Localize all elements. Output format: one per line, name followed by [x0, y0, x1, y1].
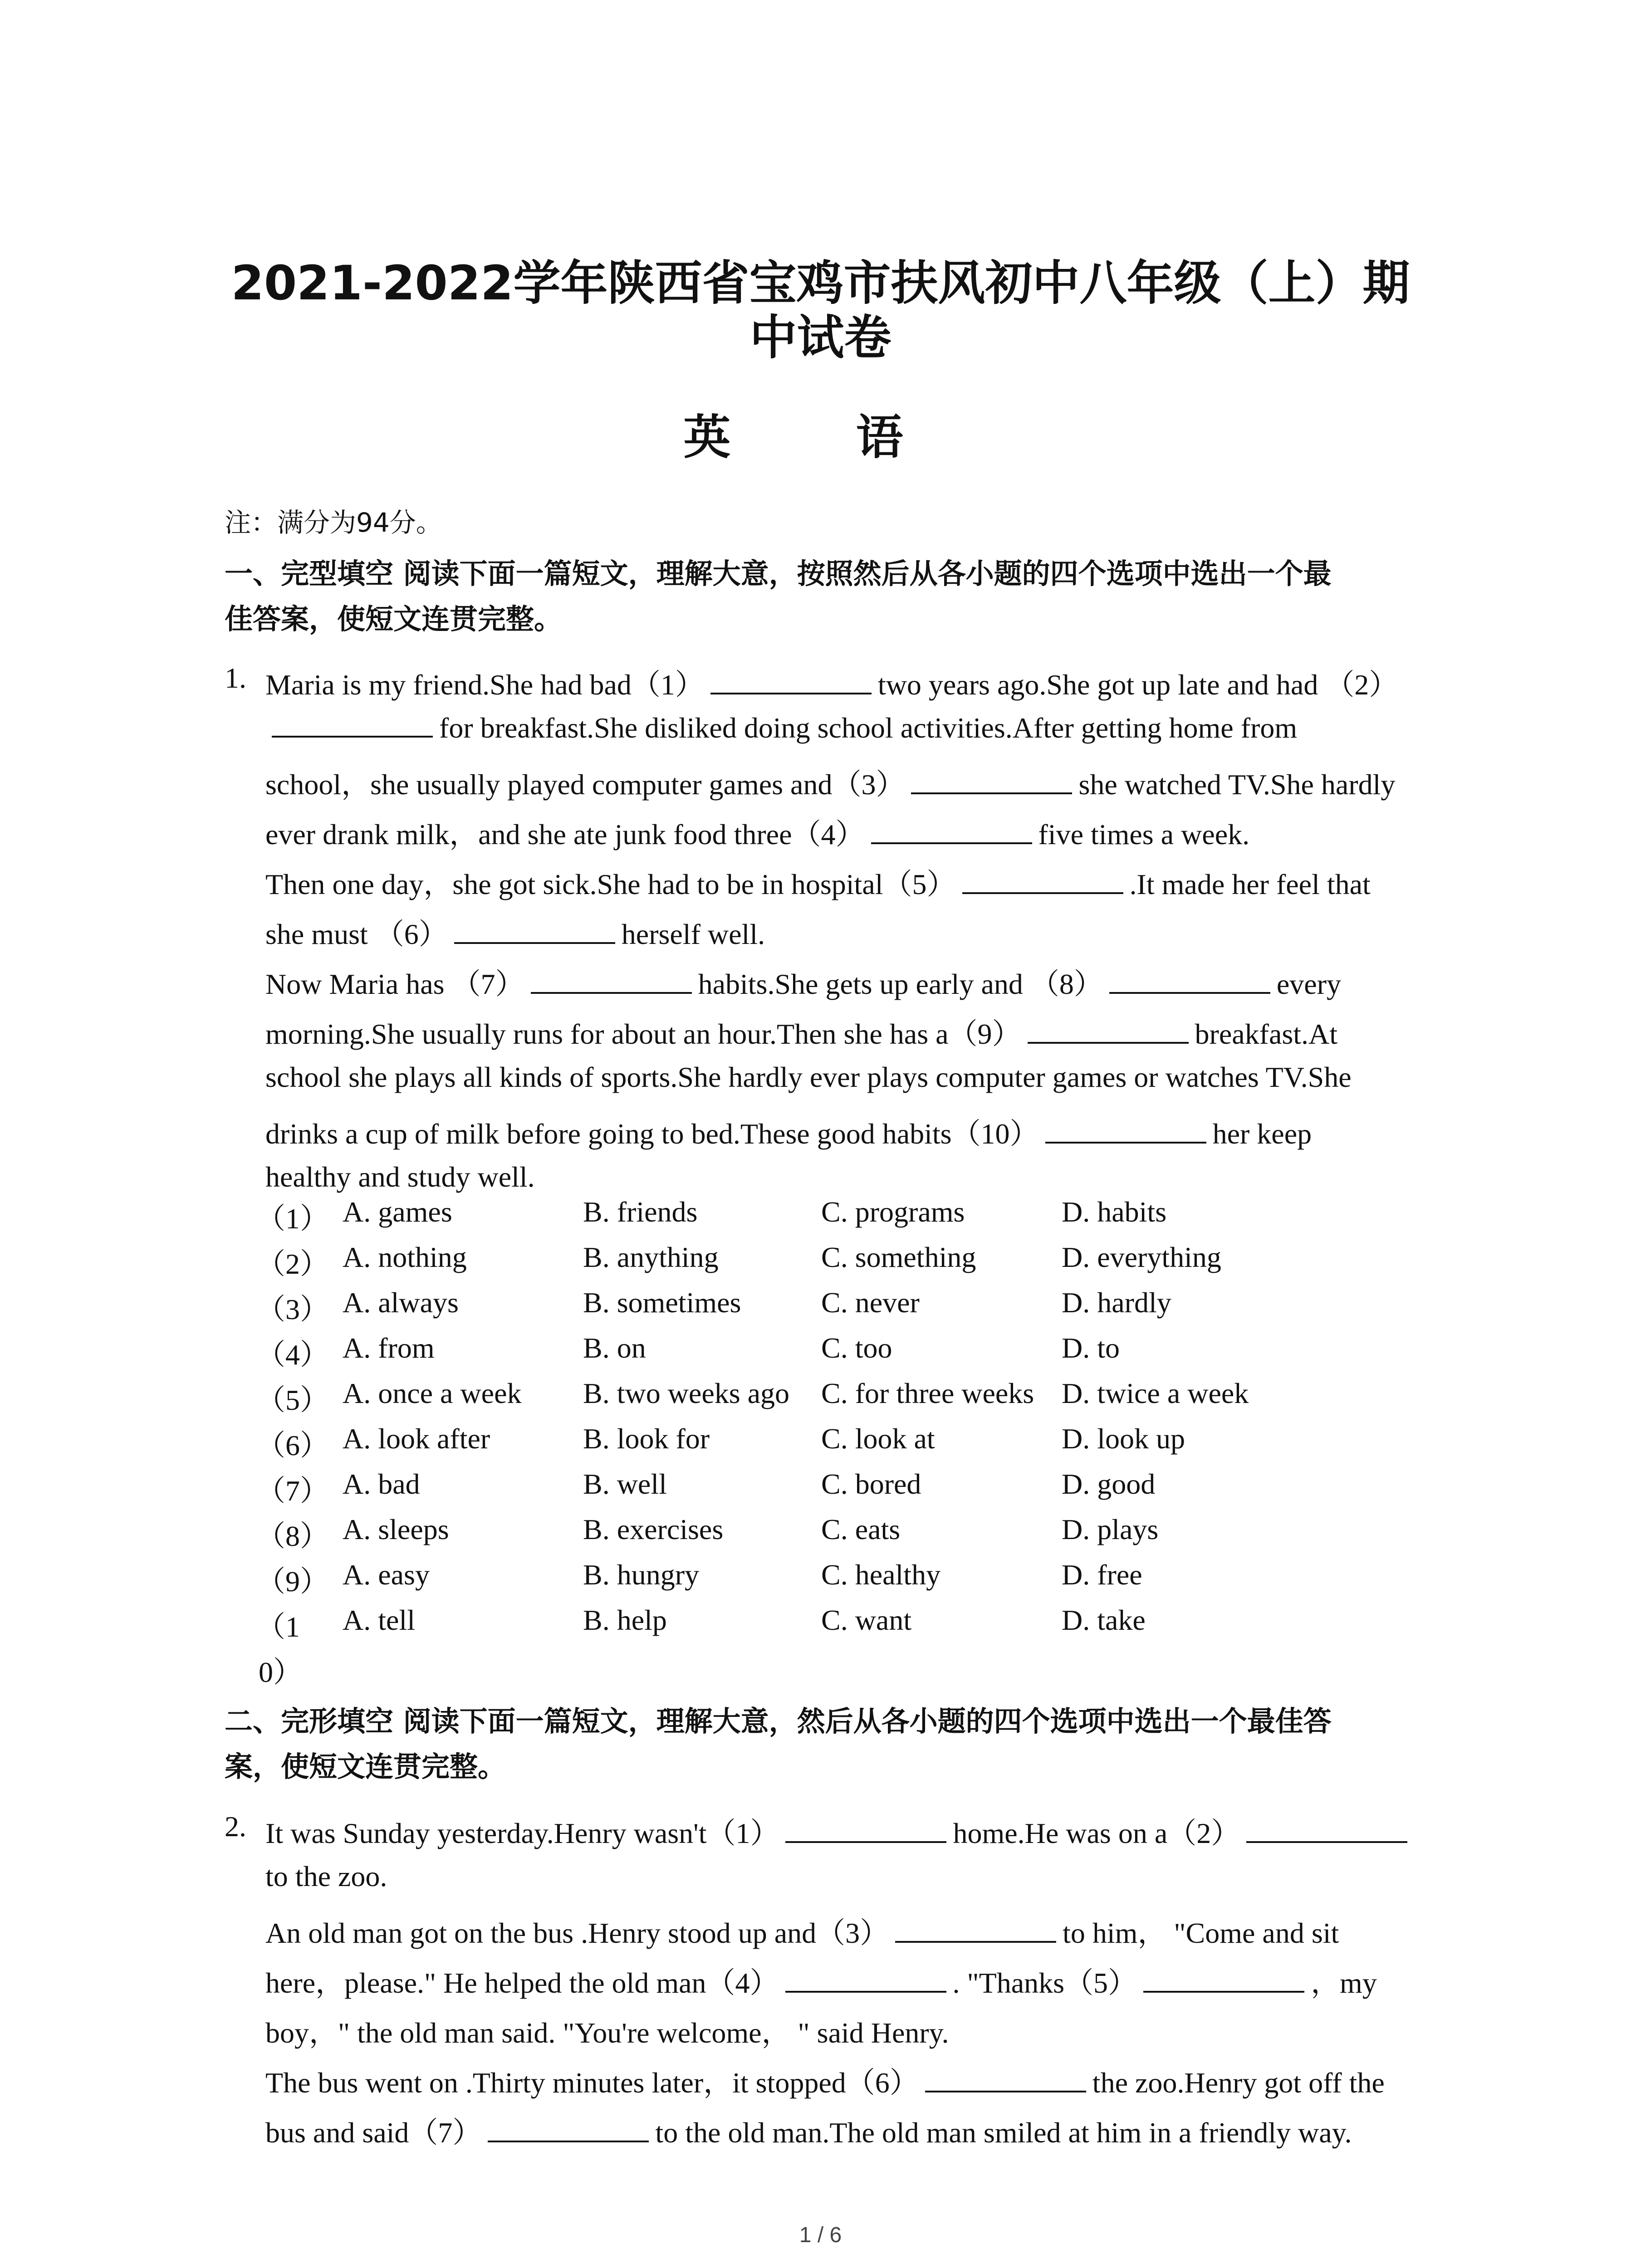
- option-choice[interactable]: B. exercises: [583, 1513, 724, 1545]
- option-choice[interactable]: A. tell: [343, 1604, 415, 1636]
- page-number: 1 / 6: [799, 2223, 842, 2247]
- passage-text: The bus went on .Thirty minutes later，it stopped（6）: [265, 2067, 919, 2099]
- passage-line: [265, 2059, 1385, 2101]
- answer-blank[interactable]: [871, 824, 1032, 844]
- passage-text: school she plays all kinds of sports.She hardly ever plays computer games or watches TV.She: [265, 1061, 1352, 1093]
- option-row: [256, 1241, 1468, 1281]
- passage-text: habits.She gets up early and （8）: [698, 968, 1103, 1000]
- option-choice[interactable]: C. bored: [821, 1468, 921, 1500]
- option-choice[interactable]: D. habits: [1062, 1196, 1167, 1228]
- option-number: （1）: [256, 1202, 329, 1235]
- option-choice[interactable]: D. good: [1062, 1468, 1156, 1500]
- option-number: （7）: [256, 1475, 329, 1507]
- passage-text: ever drank milk，and she ate junk food three（4）: [265, 818, 865, 850]
- passage-line: [265, 711, 1297, 745]
- option-row: [256, 1603, 1468, 1644]
- option-choice[interactable]: B. on: [583, 1332, 646, 1364]
- answer-blank[interactable]: [895, 1923, 1056, 1943]
- passage-line: [265, 1860, 387, 1893]
- question-number: 2.: [225, 1810, 246, 1843]
- option-choice[interactable]: A. always: [343, 1286, 459, 1319]
- passage-text: two years ago.She got up late and had （2）: [877, 669, 1398, 701]
- answer-blank[interactable]: [1045, 1124, 1206, 1144]
- option-number: （9）: [256, 1565, 329, 1598]
- option-number: （5）: [256, 1384, 329, 1416]
- answer-blank[interactable]: [1246, 1823, 1407, 1843]
- passage-line: [265, 811, 1249, 853]
- passage-text: the zoo.Henry got off the: [1092, 2067, 1385, 2099]
- answer-blank[interactable]: [1109, 974, 1270, 994]
- option-choice[interactable]: B. hungry: [583, 1559, 699, 1591]
- passage-line: [265, 1910, 1339, 1951]
- passage-text: ，my: [1311, 1967, 1377, 1999]
- option-row: [256, 1558, 1468, 1599]
- option-row: [256, 1513, 1468, 1554]
- passage-line: [265, 661, 1398, 703]
- passage-line: [265, 1160, 535, 1194]
- option-choice[interactable]: C. programs: [821, 1196, 965, 1228]
- answer-blank[interactable]: [710, 675, 872, 694]
- option-number: （2）: [256, 1248, 329, 1280]
- answer-blank[interactable]: [785, 1823, 946, 1843]
- passage-text: she must （6）: [265, 918, 448, 950]
- passage-line: [265, 761, 1395, 803]
- passage-text: she watched TV.She hardly: [1078, 768, 1396, 801]
- section2-heading-line2: 案，使短文连贯完整。: [225, 1750, 506, 1783]
- question-number: 1.: [225, 662, 246, 694]
- option-row: [256, 1467, 1468, 1508]
- passage-text: for breakfast.She disliked doing school activities.After getting home from: [439, 712, 1298, 744]
- passage-text: home.He was on a（2）: [953, 1817, 1240, 1849]
- option-number: （1: [256, 1611, 300, 1643]
- option-number: （4）: [256, 1339, 329, 1371]
- answer-blank[interactable]: [962, 874, 1123, 894]
- option-choice[interactable]: B. sometimes: [583, 1286, 741, 1319]
- option-choice[interactable]: C. something: [821, 1241, 976, 1273]
- option-choice[interactable]: A. sleeps: [343, 1513, 449, 1545]
- answer-blank[interactable]: [925, 2072, 1086, 2092]
- passage-line: [265, 861, 1371, 903]
- option-choice[interactable]: D. free: [1062, 1559, 1142, 1591]
- section1-heading-line1: 一、完型填空 阅读下面一篇短文，理解大意，按照然后从各小题的四个选项中选出一个最: [225, 557, 1332, 590]
- option-choice[interactable]: B. well: [583, 1468, 667, 1500]
- passage-text: here，please." He helped the old man（4）: [265, 1967, 779, 1999]
- answer-blank[interactable]: [785, 1973, 946, 1993]
- passage-text: Then one day，she got sick.She had to be in hospital（5）: [265, 868, 956, 900]
- option-choice[interactable]: C. too: [821, 1332, 892, 1364]
- option-num-wrap: 0）: [259, 1656, 302, 1688]
- option-choice[interactable]: D. to: [1062, 1332, 1120, 1364]
- passage-text: school，she usually played computer games and（3）: [265, 768, 905, 801]
- passage-text: healthy and study well.: [265, 1161, 535, 1193]
- option-number: （6）: [256, 1429, 329, 1461]
- exam-title-line1: 2021-2022学年陕西省宝鸡市扶风初中八年级（上）期: [231, 255, 1410, 311]
- passage-line: [265, 2009, 949, 2051]
- option-choice[interactable]: A. easy: [343, 1559, 430, 1591]
- passage-text: Maria is my friend.She had bad（1）: [265, 669, 704, 701]
- answer-blank[interactable]: [531, 974, 692, 994]
- option-choice[interactable]: B. friends: [583, 1196, 698, 1228]
- option-choice[interactable]: B. two weeks ago: [583, 1377, 790, 1409]
- score-note: 注：满分为94分。: [225, 507, 442, 538]
- passage-line: [265, 1110, 1312, 1152]
- passage-text: It was Sunday yesterday.Henry wasn't（1）: [265, 1817, 779, 1849]
- option-choice[interactable]: A. bad: [343, 1468, 420, 1500]
- option-row: [256, 1377, 1468, 1418]
- option-number: （3）: [256, 1293, 329, 1325]
- option-choice[interactable]: A. nothing: [343, 1241, 467, 1273]
- answer-blank[interactable]: [1143, 1973, 1304, 1993]
- exam-title-line2: 中试卷: [749, 310, 892, 365]
- option-choice[interactable]: D. look up: [1062, 1422, 1185, 1455]
- answer-blank[interactable]: [454, 924, 615, 944]
- passage-text: .It made her feel that: [1129, 868, 1371, 900]
- option-row: [256, 1422, 1468, 1463]
- passage-text: to the zoo.: [265, 1860, 387, 1892]
- option-choice[interactable]: D. take: [1062, 1604, 1146, 1636]
- option-choice[interactable]: A. once a week: [343, 1377, 522, 1409]
- option-choice[interactable]: C. want: [821, 1604, 912, 1636]
- option-choice[interactable]: B. look for: [583, 1422, 710, 1455]
- option-row: [256, 1286, 1468, 1327]
- passage-line: [265, 1061, 1352, 1094]
- answer-blank[interactable]: [911, 774, 1072, 794]
- passage-text: her keep: [1212, 1118, 1312, 1150]
- passage-line: [265, 1810, 1414, 1852]
- subject-heading: 英 语: [683, 410, 958, 465]
- option-choice[interactable]: C. eats: [821, 1513, 901, 1545]
- passage-text: bus and said（7）: [265, 2116, 482, 2149]
- option-choice[interactable]: D. plays: [1062, 1513, 1159, 1545]
- option-choice[interactable]: D. twice a week: [1062, 1377, 1249, 1409]
- passage-text: every: [1276, 968, 1341, 1000]
- option-choice[interactable]: C. healthy: [821, 1559, 941, 1591]
- option-choice[interactable]: C. never: [821, 1286, 920, 1319]
- option-choice[interactable]: A. from: [343, 1332, 435, 1364]
- passage-text: to the old man.The old man smiled at him in a friendly way.: [655, 2116, 1352, 2149]
- option-choice[interactable]: A. games: [343, 1196, 452, 1228]
- passage-text: breakfast.At: [1195, 1018, 1338, 1050]
- passage-text: morning.She usually runs for about an hour.Then she has a（9）: [265, 1018, 1021, 1050]
- option-choice[interactable]: C. for three weeks: [821, 1377, 1034, 1409]
- passage-text: herself well.: [621, 918, 765, 950]
- option-choice[interactable]: B. anything: [583, 1241, 719, 1273]
- option-choice[interactable]: C. look at: [821, 1422, 935, 1455]
- option-choice[interactable]: B. help: [583, 1604, 667, 1636]
- passage-text: five times a week.: [1038, 818, 1250, 850]
- passage-line: [265, 1960, 1377, 2001]
- option-row: [256, 1195, 1468, 1236]
- passage-text: Now Maria has （7）: [265, 968, 524, 1000]
- answer-blank[interactable]: [272, 718, 433, 738]
- option-choice[interactable]: A. look after: [343, 1422, 490, 1455]
- option-choice[interactable]: D. hardly: [1062, 1286, 1171, 1319]
- answer-blank[interactable]: [488, 2122, 649, 2142]
- option-row: [256, 1331, 1468, 1372]
- option-number: （8）: [256, 1520, 329, 1552]
- passage-line: [265, 961, 1341, 1002]
- passage-text: . "Thanks（5）: [952, 1967, 1137, 1999]
- passage-text: An old man got on the bus .Henry stood up and（3）: [265, 1917, 889, 1949]
- section1-heading-line2: 佳答案，使短文连贯完整。: [225, 602, 563, 635]
- option-choice[interactable]: D. everything: [1062, 1241, 1221, 1273]
- passage-text: drinks a cup of milk before going to bed.These good habits（10）: [265, 1118, 1039, 1150]
- passage-line: [265, 2109, 1352, 2151]
- passage-text: to him， "Come and sit: [1063, 1917, 1339, 1949]
- section2-heading-line1: 二、完形填空 阅读下面一篇短文，理解大意，然后从各小题的四个选项中选出一个最佳答: [225, 1705, 1332, 1738]
- passage-text: boy，" the old man said. "You're welcome， " said Henry.: [265, 2017, 949, 2049]
- answer-blank[interactable]: [1028, 1024, 1189, 1044]
- passage-line: [265, 911, 765, 953]
- passage-line: [265, 1011, 1337, 1052]
